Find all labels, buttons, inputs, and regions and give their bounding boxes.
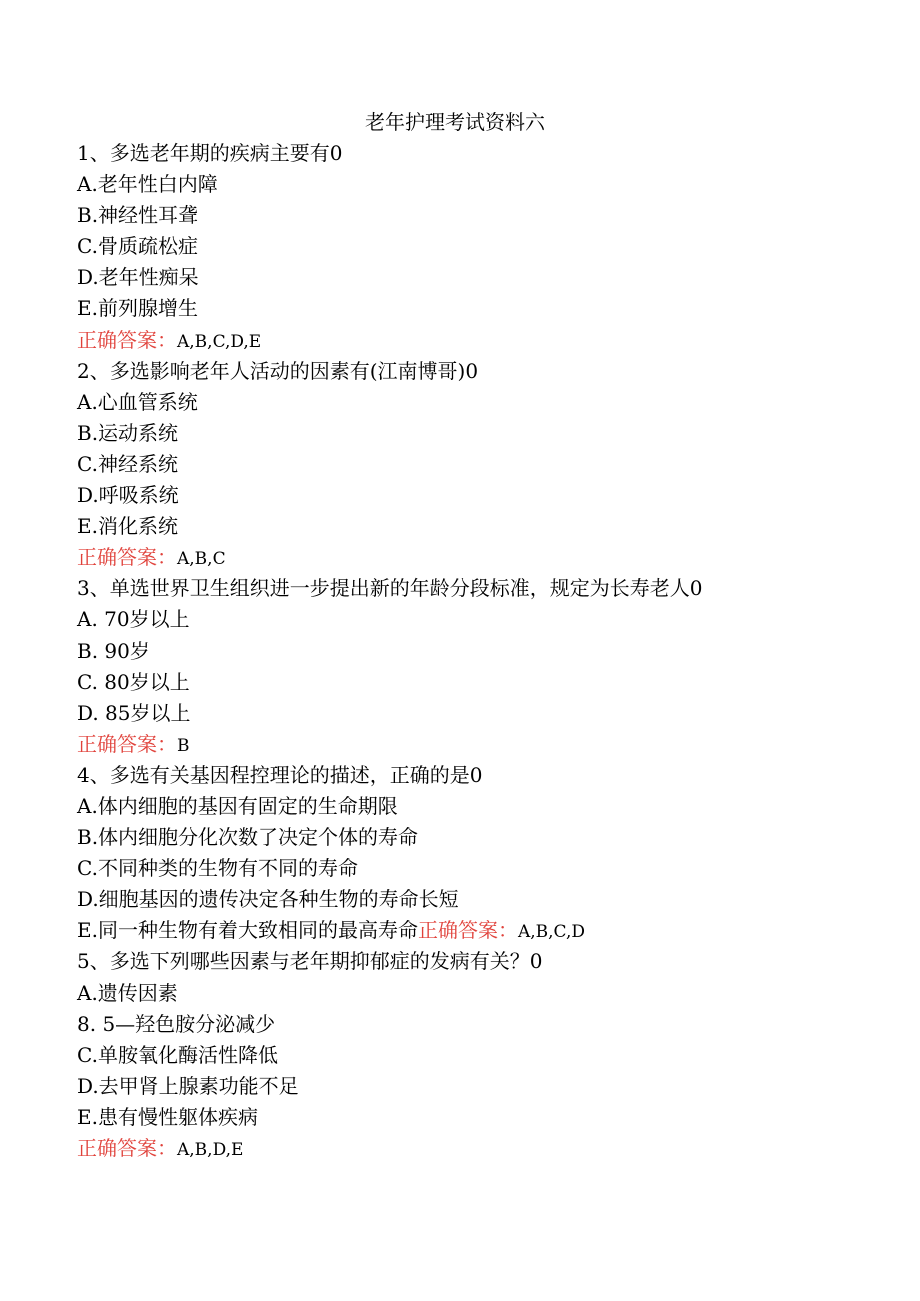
option: E.消化系统 — [77, 514, 178, 539]
option: A.体内细胞的基因有固定的生命期限 — [77, 793, 398, 818]
answer-line — [77, 1133, 897, 1164]
option: 8. 5—羟色胺分泌减少 — [77, 1011, 276, 1036]
answer-value: A,B,C,D,E — [177, 331, 262, 352]
option-with-answer — [77, 915, 897, 946]
question-list — [77, 138, 897, 1164]
option: C.单胺氧化酶活性降低 — [77, 1042, 278, 1067]
option: E.前列腺增生 — [77, 296, 198, 321]
option: D. 85岁以上 — [77, 700, 191, 725]
option: C.不同种类的生物有不同的寿命 — [77, 856, 358, 881]
answer-value: A,B,C,D — [517, 922, 585, 943]
question-stem: 3、单选世界卫生组织进一步提出新的年龄分段标准，规定为长寿老人0 — [77, 576, 703, 601]
document-title: 老年护理考试资料六 — [365, 110, 545, 134]
option: A.遗传因素 — [77, 980, 178, 1005]
option: D.细胞基因的遗传决定各种生物的寿命长短 — [77, 887, 459, 912]
option: D.老年性痴呆 — [77, 265, 199, 290]
answer-line — [77, 325, 897, 356]
option: A.心血管系统 — [77, 389, 198, 414]
option: C.骨质疏松症 — [77, 234, 198, 259]
option: B. 90岁 — [77, 638, 150, 663]
option: A. 70岁以上 — [77, 607, 190, 632]
option: E.患有慢性躯体疾病 — [77, 1104, 258, 1129]
answer-label: 正确答案： — [417, 918, 518, 943]
answer-value: A,B,D,E — [177, 1140, 244, 1160]
answer-value: B — [177, 735, 190, 756]
answer-line — [77, 542, 897, 573]
option: D.去甲肾上腺素功能不足 — [77, 1073, 299, 1098]
question-stem: 1、多选老年期的疾病主要有0 — [77, 141, 343, 165]
option: B.运动系统 — [77, 420, 179, 445]
option: E.同一种生物有着大致相同的最高寿命 — [77, 918, 418, 943]
question-stem: 2、多选影响老年人活动的因素有(江南博哥)0 — [77, 358, 479, 383]
answer-value: A,B,C — [177, 549, 226, 570]
option: C. 80岁以上 — [77, 669, 190, 694]
answer-label: 正确答案： — [77, 545, 177, 570]
option: B.体内细胞分化次数了决定个体的寿命 — [77, 825, 419, 850]
option: A.老年性白内障 — [77, 172, 218, 197]
answer-label: 正确答案： — [77, 731, 177, 756]
option: D.呼吸系统 — [77, 483, 179, 508]
question-stem: 4、多选有关基因程控理论的描述，正确的是0 — [77, 762, 483, 787]
option: C.神经系统 — [77, 451, 178, 476]
answer-label: 正确答案： — [77, 1136, 177, 1160]
option: B.神经性耳聋 — [77, 203, 199, 228]
answer-line — [77, 729, 897, 760]
answer-label: 正确答案： — [77, 327, 177, 352]
question-stem: 5、多选下列哪些因素与老年期抑郁症的发病有关？0 — [77, 949, 543, 974]
